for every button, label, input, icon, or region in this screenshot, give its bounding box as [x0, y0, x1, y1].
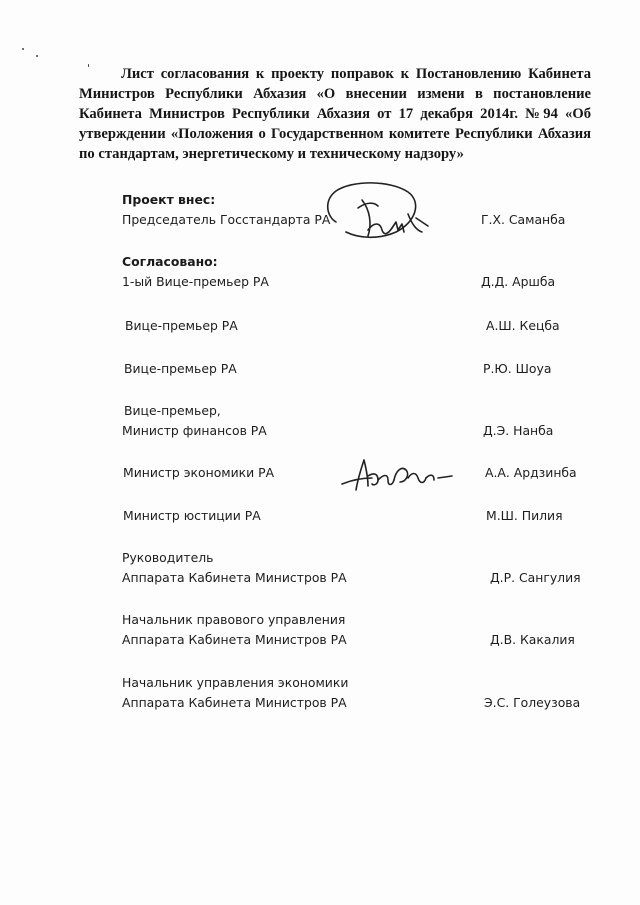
signatory-name: Д.Э. Нанба [483, 423, 554, 438]
signatory-position: Аппарата Кабинета Министров РА [122, 695, 347, 710]
signatory-row [0, 272, 640, 292]
signatory-row [0, 548, 640, 568]
signatory-position: Аппарата Кабинета Министров РА [122, 570, 347, 585]
agreed-label: Согласовано: [122, 254, 218, 269]
signatory-row [0, 463, 640, 483]
scan-speck [36, 55, 38, 57]
signatory-row [0, 568, 640, 588]
signatory-row [0, 630, 640, 650]
signatory-position: Вице-премьер РА [124, 361, 237, 376]
signatory-name: Г.Х. Саманба [481, 212, 566, 227]
signatory-row [0, 610, 640, 630]
signatory-position: Аппарата Кабинета Министров РА [122, 632, 347, 647]
submitted-label: Проект внес: [122, 192, 216, 207]
handwritten-signature-icon [318, 178, 438, 248]
signatory-position: Министр экономики РА [123, 465, 275, 480]
signatory-position: Начальник управления экономики [122, 675, 349, 690]
signatory-name: Д.Д. Аршба [481, 274, 556, 289]
signatory-name: Д.Р. Сангулия [490, 570, 581, 585]
signatory-name: А.Ш. Кецба [486, 318, 560, 333]
signatory-position: Вице-премьер, [124, 403, 221, 418]
scan-speck [22, 48, 24, 50]
document-heading: Лист согласования к проекту поправок к Постановлению Кабинета Министров Республики Абхазия «О внесении измени в постановление Кабинета Министров Республики Абхазия от 17 декабря 2014г. №94 «Об утверждении «Положения о Государственном комитете Республики Абхазия по стандартам, энергетическому и техническому надзору» [79, 66, 591, 162]
signatory-row [0, 421, 640, 441]
signatory-position: Вице-премьер РА [125, 318, 238, 333]
signatory-position: Руководитель [122, 550, 214, 565]
signatory-name: А.А. Ардзинба [485, 465, 577, 480]
signatory-row [0, 316, 640, 336]
signatory-row [0, 401, 640, 421]
signatory-position: 1-ый Вице-премьер РА [122, 274, 269, 289]
signatory-name: Р.Ю. Шоуа [483, 361, 552, 376]
signatory-row [0, 673, 640, 693]
signatory-row [0, 693, 640, 713]
signatory-position: Начальник правового управления [122, 612, 346, 627]
signatory-name: Д.В. Какалия [490, 632, 575, 647]
signatory-position: Министр финансов РА [122, 423, 267, 438]
signatory-name: М.Ш. Пилия [486, 508, 563, 523]
signatory-position: Министр юстиции РА [123, 508, 261, 523]
signatory-name: Э.С. Голеузова [484, 695, 581, 710]
handwritten-signature-icon [338, 456, 458, 496]
signatory-position: Председатель Госстандарта РА [122, 212, 331, 227]
signatory-row [0, 506, 640, 526]
signatory-row [0, 359, 640, 379]
